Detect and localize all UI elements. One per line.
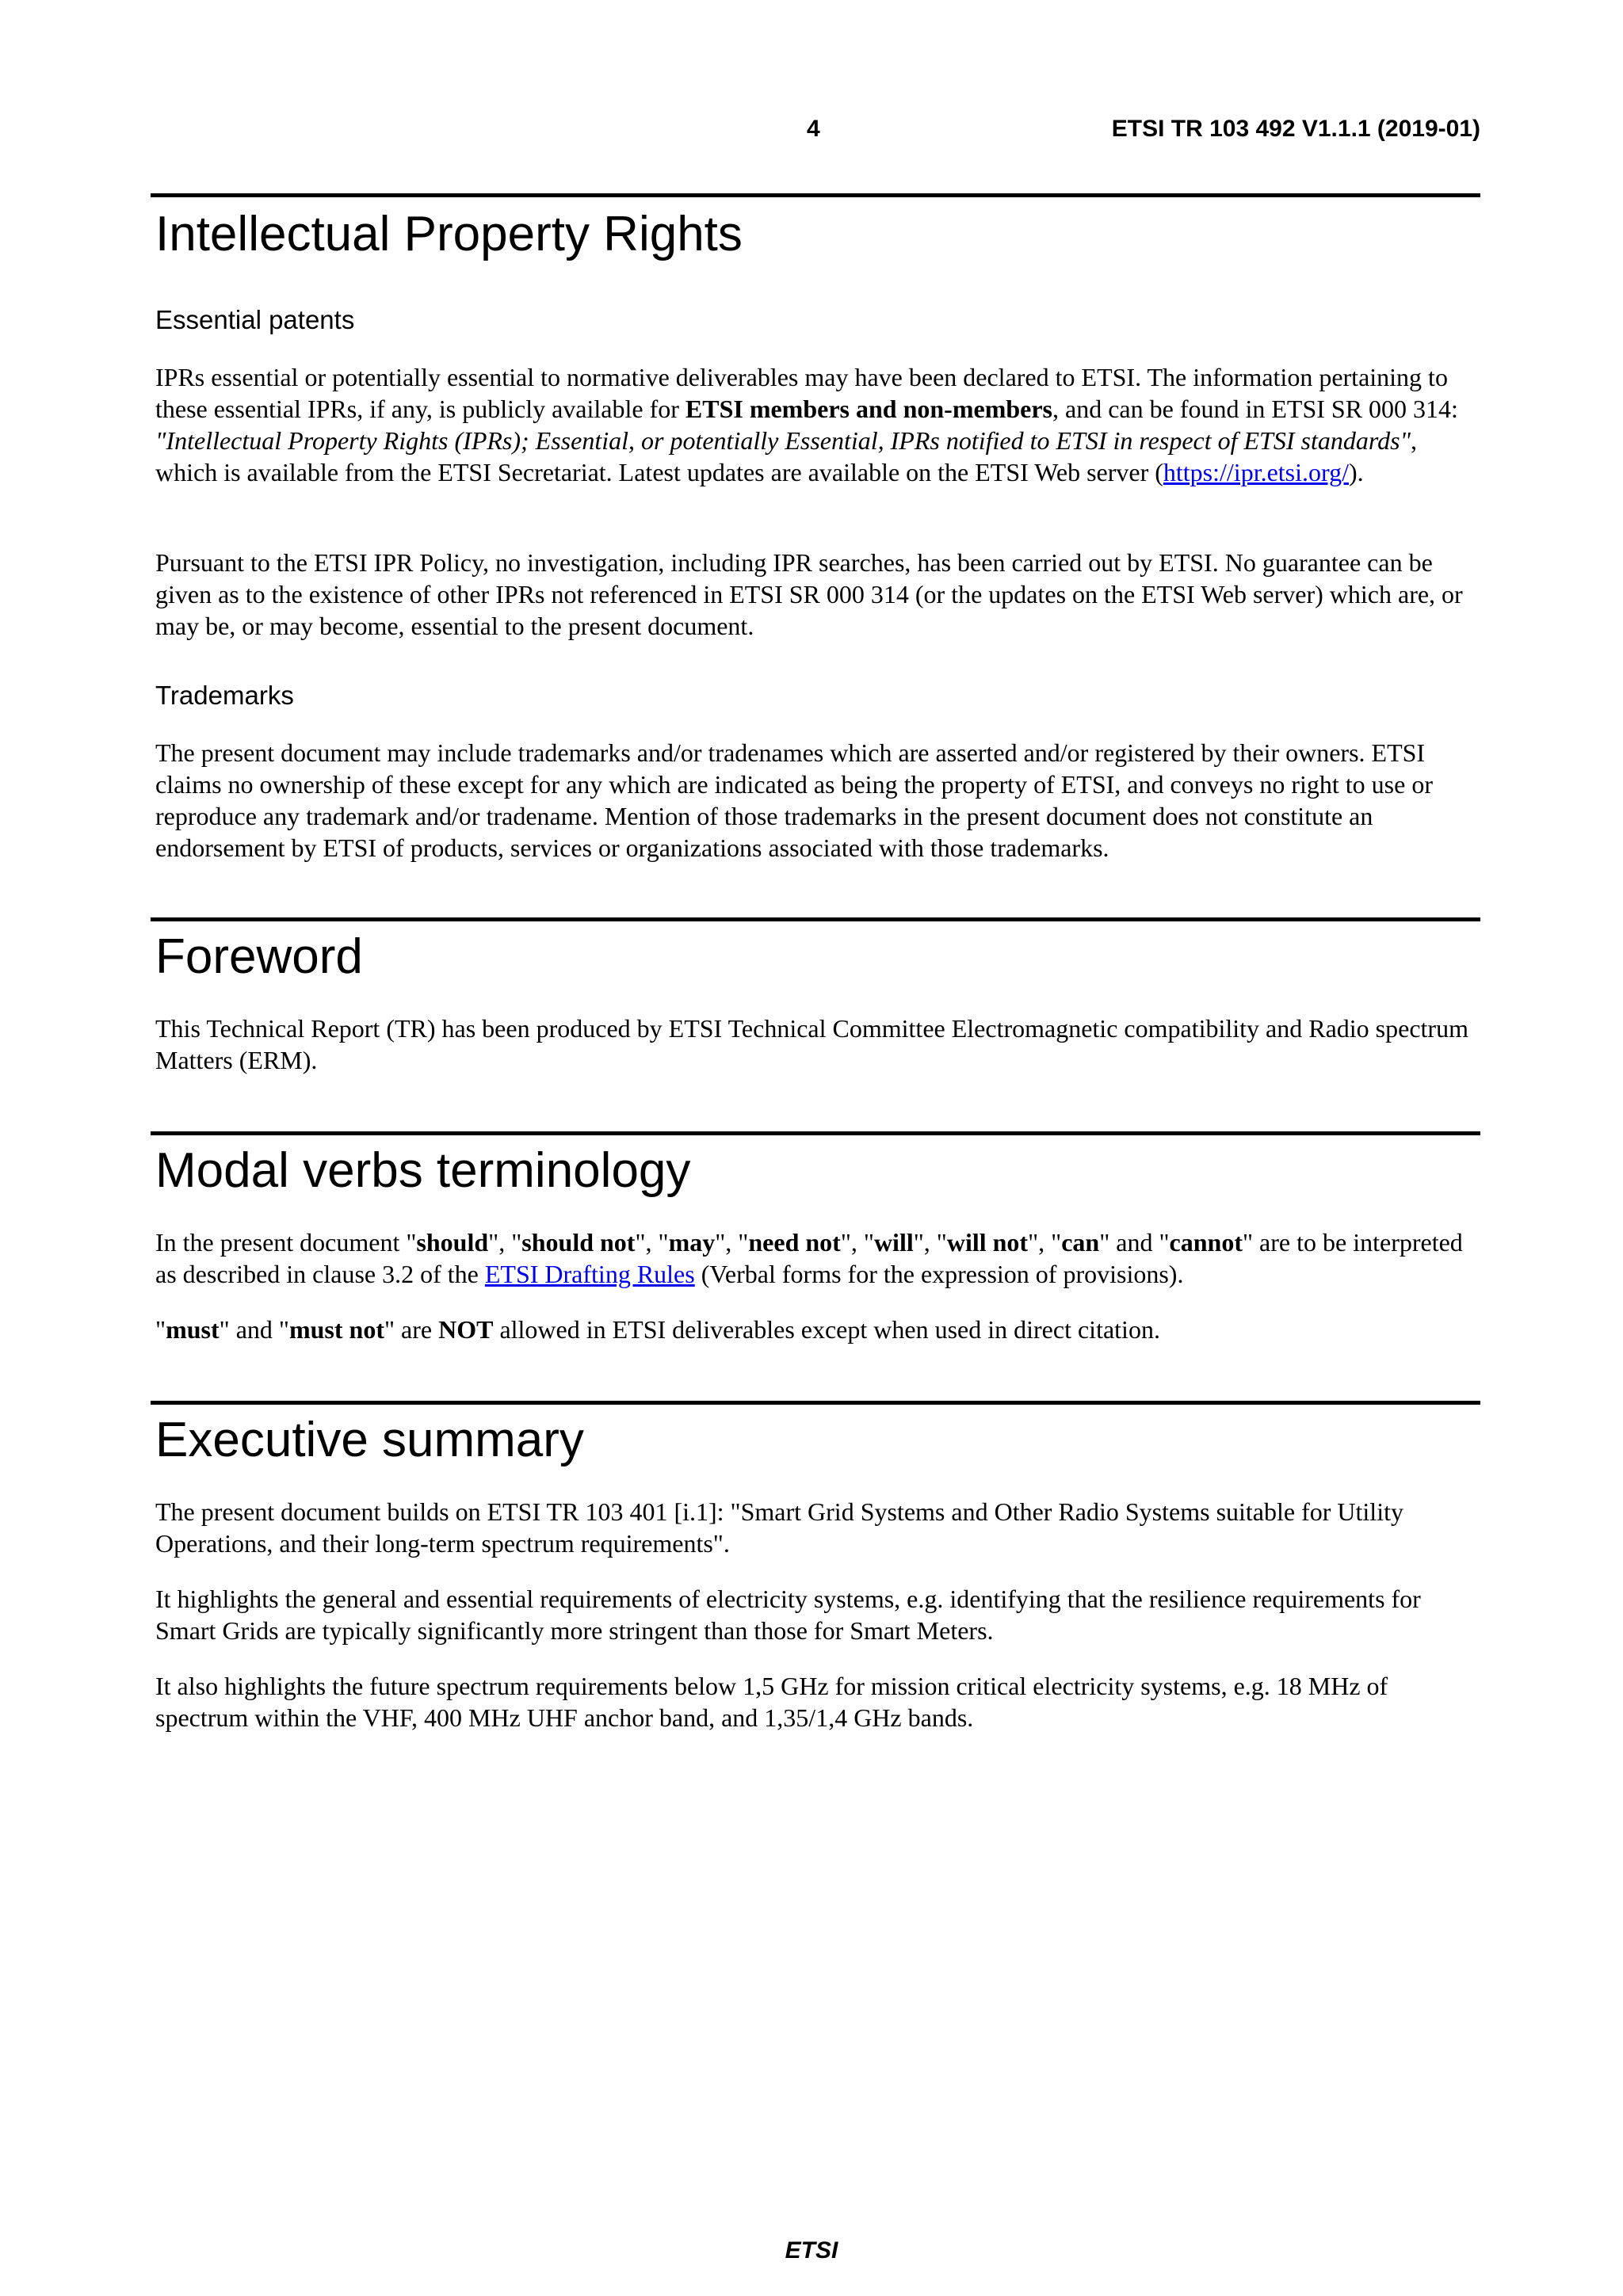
section-rule [151, 1131, 1480, 1135]
paragraph-modal-verbs-1: In the present document "should", "should not", "may", "need not", "will", "will not", "can" and "cannot" are to be interpreted as described in clause 3.2 of the ETSI Drafting Rules (Verbal forms for the expression of provisions). [155, 1228, 1463, 1288]
ipr-server-link[interactable]: https://ipr.etsi.org/ [1163, 458, 1349, 486]
section-rule [151, 1401, 1480, 1405]
page-number: 4 [807, 116, 820, 142]
paragraph-executive-summary-3: It also highlights the future spectrum requirements below 1,5 GHz for mission critical electricity systems, e.g. 18 MHz of spectrum within the VHF, 400 MHz UHF anchor band, and 1,35/1,4 GHz bands. [155, 1672, 1388, 1732]
paragraph-trademarks: The present document may include trademarks and/or tradenames which are asserted and/or registered by their owners. ETSI claims no ownership of these except for any which are indicated as being the property of ETSI, and conveys no right to use or reproduce any trademark and/or tradename. Mention of those trademarks in the present document does not constitute an endorsement by ETSI of products, services or organizations associated with those trademarks. [155, 738, 1433, 862]
section-rule [151, 193, 1480, 197]
section-title-modal-verbs: Modal verbs terminology [155, 1143, 691, 1198]
section-title-executive-summary: Executive summary [155, 1413, 584, 1467]
paragraph-foreword: This Technical Report (TR) has been produced by ETSI Technical Committee Electromagnetic compatibility and Radio spectrum Matters (ERM). [155, 1014, 1468, 1074]
paragraph-modal-verbs-2: "must" and "must not" are NOT allowed in ETSI deliverables except when used in direct citation. [155, 1315, 1160, 1344]
document-id: ETSI TR 103 492 V1.1.1 (2019-01) [1111, 116, 1480, 142]
subsection-title-essential-patents: Essential patents [155, 305, 355, 334]
paragraph-essential-patents-2: Pursuant to the ETSI IPR Policy, no investigation, including IPR searches, has been carried out by ETSI. No guarantee can be given as to the existence of other IPRs not referenced in ETSI SR 000 314 (or the updates on the ETSI Web server) which are, or may be, or may become, essential to the present document. [155, 548, 1463, 640]
subsection-title-trademarks: Trademarks [155, 681, 294, 710]
section-title-foreword: Foreword [155, 929, 363, 984]
section-rule [151, 917, 1480, 921]
paragraph-essential-patents-1: IPRs essential or potentially essential to normative deliverables may have been declared to ETSI. The information pertaining to these essential IPRs, if any, is publicly available for ETSI members and non-members, and can be found in ETSI SR 000 314: "Intellectual Property Rights (IPRs); Essential, or potentially Essential, IPRs notified to ETSI in respect of ETSI standards", which is available from the ETSI Secretariat. Latest updates are available on the ETSI Web server (https://ipr.etsi.org/). [155, 363, 1458, 486]
paragraph-executive-summary-2: It highlights the general and essential requirements of electricity systems, e.g. identifying that the resilience requirements for Smart Grids are typically significantly more stringent than those for Smart Meters. [155, 1585, 1421, 1645]
footer-etsi: ETSI [785, 2237, 838, 2264]
drafting-rules-link[interactable]: ETSI Drafting Rules [484, 1260, 695, 1288]
paragraph-executive-summary-1: The present document builds on ETSI TR 103 401 [i.1]: "Smart Grid Systems and Other Radio Systems suitable for Utility Operations, and their long-term spectrum requirements". [155, 1497, 1403, 1558]
section-title-ipr: Intellectual Property Rights [155, 207, 743, 261]
